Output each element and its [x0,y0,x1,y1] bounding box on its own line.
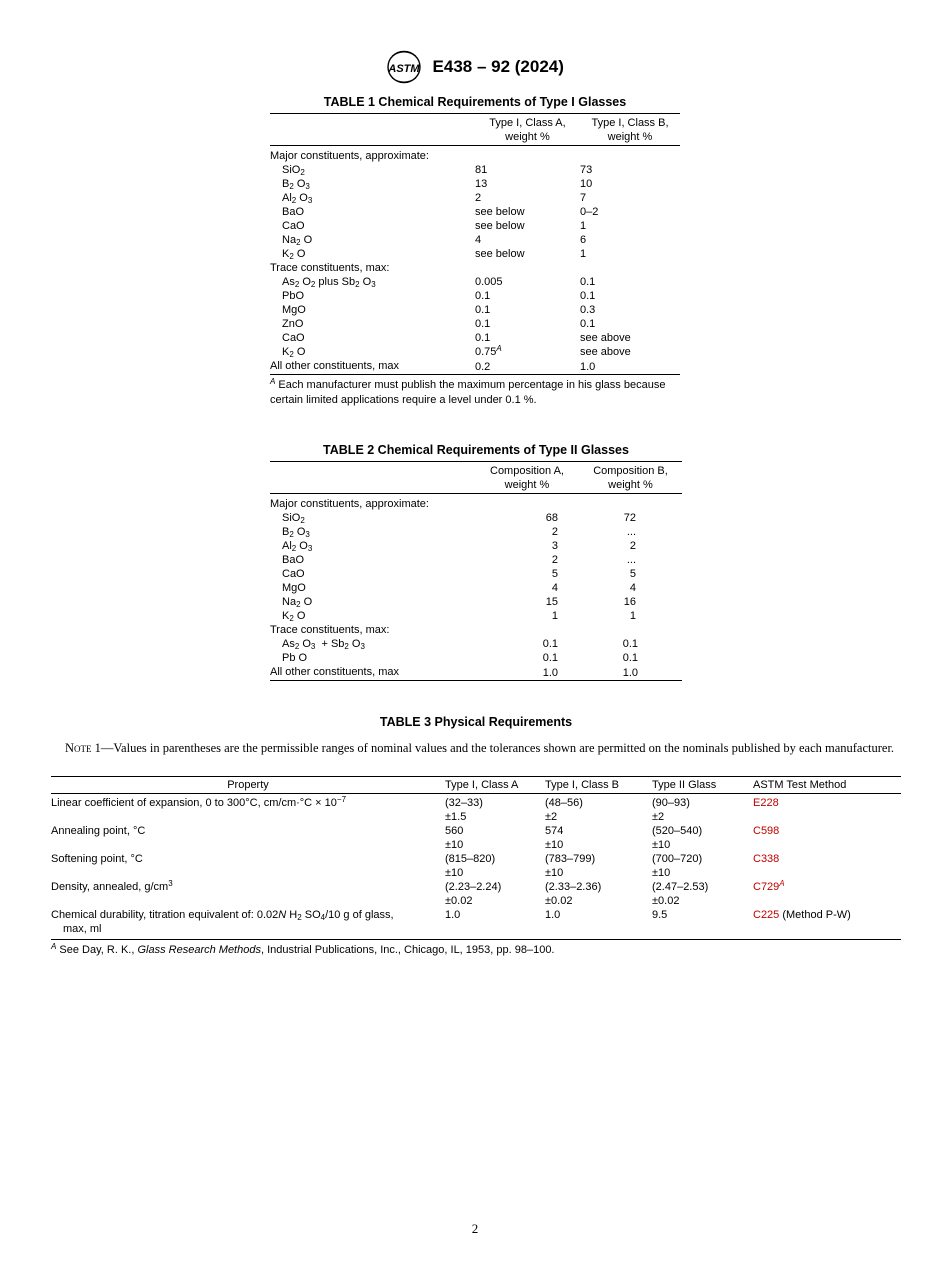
table-row: Annealing point, °C 560 ±10 574 ±10 (520–540) ±10 C598 [51,825,780,851]
table-row: All other constituents, max 1.0 1.0 [270,666,638,679]
table-row: All other constituents, max 0.2 1.0 [270,360,596,373]
table1-header-col-b: Type I, Class B, weight % [580,114,680,146]
method-link-c338[interactable]: C338 [753,853,780,865]
table2-header-col-b: Composition B, weight % [579,462,682,494]
table3-note: Note 1—Values in parentheses are the permissible ranges of nominal values and the tolerances shown are permitted on the nominals published by each manufacturer. [65,741,895,755]
table3 [51,776,901,940]
table-row: CaO 0.1 see above [282,332,631,344]
table-row: SiO$_2$ 81 73 [282,164,593,177]
table-row: CaO see below 1 [282,220,587,232]
table-row: $Na_2$ O 4 6 [282,234,587,247]
svg-text:ASTM: ASTM [388,63,420,75]
table2-header-col-a: Composition A, weight % [475,462,579,494]
table-row: Linear coefficient of expansion, 0 to 300°C, $cm/cm\cdot^\circ C \times 10^{-7}$ (32–33) ±1.5 (48–56) ±2 (90–93) ±2 E228 [51,795,779,823]
table-row: $Al_2$ $O_3$ 2 7 [282,192,587,205]
table1-group-major: Major constituents, approximate: [270,150,429,162]
table-row: PbO 0.1 0.1 [282,290,596,302]
table-row: Pb O 0.1 0.1 [282,652,638,664]
table2-group-major: Major constituents, approximate: [270,498,429,510]
table3-header-class-a: Type I, Class A [445,777,545,794]
table2-group-trace: Trace constituents, max: [270,624,390,636]
table1-footnote: $^A$ Each manufacturer must publish the maximum percentage in his glass because certain limited applications require a level under 0.1 %. [270,377,666,406]
table3-title: TABLE 3 Physical Requirements [379,715,573,729]
table-row: $As_2$ $O_3 + Sb_2$ $O_3$ 0.1 0.1 [282,638,638,651]
method-link-c598[interactable]: C598 [753,825,780,837]
astm-logo-icon [386,50,422,84]
table2-header-blank [270,462,475,494]
table1-group-trace: Trace constituents, max: [270,262,390,274]
table1-title: TABLE 1 Chemical Requirements of Type I Glasses [323,95,627,109]
table-row: $B_2$ $O_3$ 2 ... [282,526,636,539]
table-row: CaO 5 5 [282,568,636,580]
table1-header-blank [270,114,475,146]
method-link-c729[interactable]: $C729^A$ [753,879,785,893]
table3-header-type-ii: Type II Glass [652,777,753,794]
table1-header-col-a: Type I, Class A, weight % [475,114,580,146]
page-number: 2 [471,1221,479,1236]
table3-header-class-b: Type I, Class B [545,777,652,794]
table-row: $K_2$ O 1 1 [282,610,636,623]
document-header [0,50,950,84]
table-row: $Al_2$ $O_3$ 3 2 [282,540,636,553]
table-row: SiO$_2$ 68 72 [282,512,636,525]
method-link-c225[interactable]: C225 [753,909,780,921]
table-row: $As_2$ $O_2$ plus $Sb_2$ $O_3$ 0.005 0.1 [282,276,596,289]
table1 [270,113,680,375]
table3-header-test-method: ASTM Test Method [753,777,901,794]
table-row: $Na_2$ O 15 16 [282,596,636,609]
table-row: $K_2$ O see below 1 [282,248,587,261]
table2 [270,461,682,681]
table2-title: TABLE 2 Chemical Requirements of Type II Glasses [323,443,629,457]
table-row: Density, annealed, $g/cm^3$ (2.23–2.24) ±0.02 (2.33–2.36) ±0.02 (2.47–2.53) ±0.02 $C729^A$ [51,879,785,907]
document-code: E438 – 92 (2024) [432,57,564,76]
table-row: Chemical durability, titration equivalent of: 0.02N $H_2$ $SO_4/10$ g of glass, max, ml 1.0 1.0 9.5 C225 (Method P-W) [51,909,851,935]
table-row: ZnO 0.1 0.1 [282,318,596,330]
table-row: Softening point, °C (815–820) ±10 (783–799) ±10 (700–720) ±10 C338 [51,853,780,879]
table-row: $K_2$ O $0.75^A$ see above [282,344,631,359]
table-row: MgO 0.1 0.3 [282,304,596,316]
table3-footnote: $^A$ See Day, R. K., Glass Research Methods, Industrial Publications, Inc., Chicago, IL, 1953, pp. 98–100. [51,942,555,956]
table-row: BaO see below 0–2 [282,206,599,218]
table-row: $B_2$ $O_3$ 13 10 [282,178,593,191]
method-link-e228[interactable]: E228 [753,797,779,809]
table-row: MgO 4 4 [282,582,636,594]
table-row: BaO 2 ... [282,554,636,566]
table3-header-property: Property [51,777,445,794]
